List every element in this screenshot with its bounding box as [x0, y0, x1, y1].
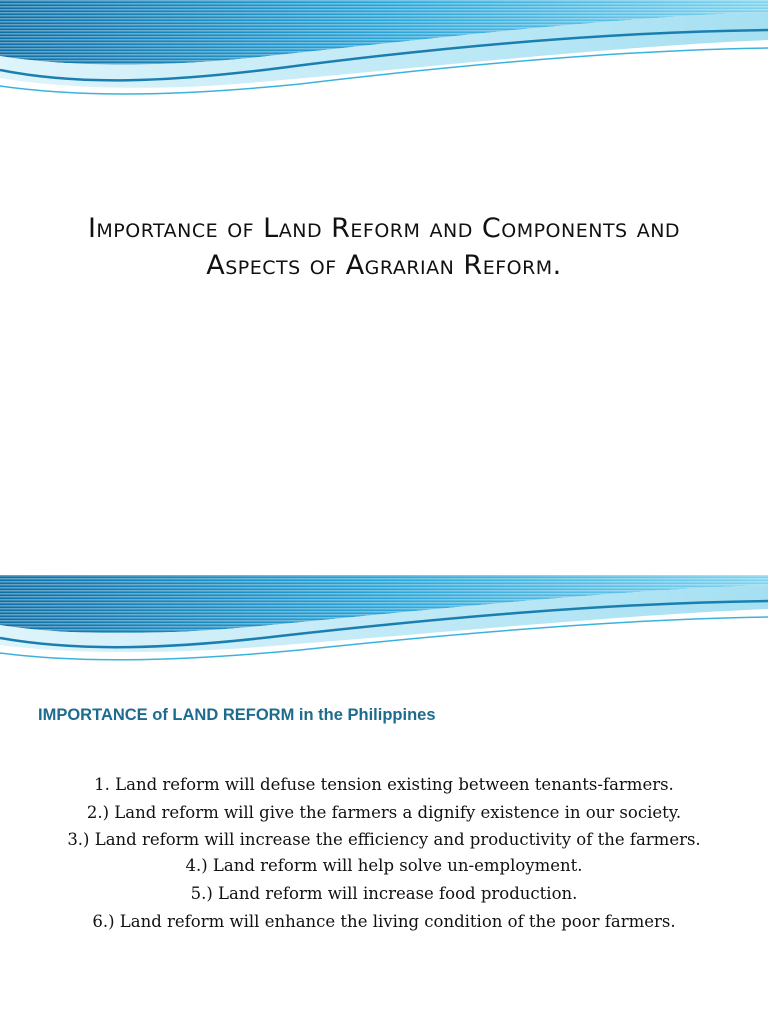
header-wave-decoration	[0, 575, 768, 670]
list-item: 5.) Land reform will increase food production.	[190, 884, 578, 903]
slide-title: Importance of Land Reform and Components and Aspects of Agrarian Reform.	[87, 213, 681, 281]
header-wave-decoration	[0, 0, 768, 110]
list-item: 6.) Land reform will enhance the living condition of the poor farmers.	[92, 912, 676, 931]
list-item: 4.) Land reform will help solve un-employment.	[185, 856, 583, 875]
list-item: 3.) Land reform will increase the efficiency and productivity of the farmers.	[67, 830, 701, 849]
content-slide	[0, 575, 768, 1024]
importance-list	[54, 773, 714, 938]
list-item: 2.) Land reform will give the farmers a dignify existence in our society.	[86, 803, 682, 822]
list-item: 1. Land reform will defuse tension existing between tenants-farmers.	[94, 775, 674, 794]
slide-heading: IMPORTANCE of LAND REFORM in the Philippines	[38, 706, 436, 724]
